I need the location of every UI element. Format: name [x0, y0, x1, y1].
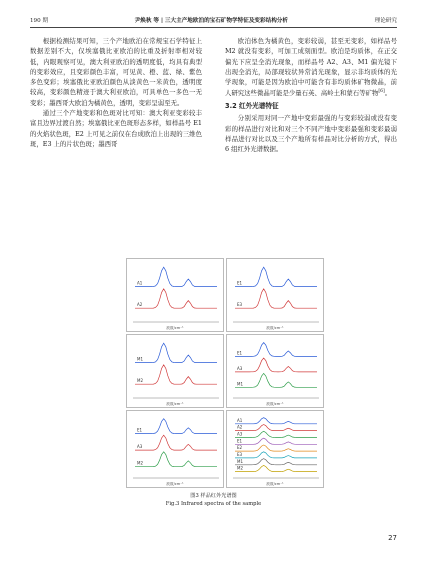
page-number: 27	[388, 534, 397, 542]
spectrum-line	[235, 445, 317, 451]
spectrum-line	[235, 465, 317, 471]
spectrum-line	[235, 459, 317, 465]
spectrum-panel	[126, 410, 224, 488]
spectrum-panel	[226, 334, 324, 408]
series-label: A3	[237, 365, 243, 371]
x-axis-label: 波数/cm⁻¹	[166, 402, 184, 406]
spectrum-line	[135, 267, 217, 286]
spectrum-panel	[126, 334, 224, 408]
right-paragraph-1: 欧泊体色为橘黄色，变彩较弱，甚至无变彩，如样品号 M2 就没有变彩，可加工成刻面型。欧泊是均质体，在正交偏光下应呈全消光现象，而样品号 A2、A3、M1 偏光镜下出现全消光，局部现较状异常消光现象，显示非均质体的光学现象，可能是因为欧泊中可能含有非均质体矿物微晶，前人研究这些微晶可能是少量石英、高岭土和蒙石等矿物[6]。	[225, 37, 397, 98]
spectrum-line	[235, 452, 317, 458]
spectrum-line	[235, 438, 317, 444]
x-axis-label: 波数/cm⁻¹	[266, 326, 284, 330]
left-column	[30, 36, 202, 149]
spectrum-panel	[226, 258, 324, 332]
running-header	[30, 14, 397, 26]
figure-caption-cn: 图3 样品红外光谱图	[190, 493, 237, 499]
series-label: E3	[237, 451, 243, 457]
spectrum-line	[235, 425, 317, 431]
spectrum-line	[235, 418, 317, 424]
right-paragraph-2: 分别采用对同一产地中变彩最强的与变彩较弱或没有变彩的样品进行对比和对三个不同产地中变彩最强和变彩最弱样品进行对比以及三个产地所有样品对比分析的方式，得出 6 组红外光谱数据。	[225, 114, 397, 154]
spectrum-line	[235, 358, 317, 372]
series-label: E1	[237, 438, 243, 444]
spectrum-line	[235, 431, 317, 437]
series-label: A1	[237, 417, 243, 423]
citation: [6]	[378, 89, 385, 95]
x-axis-label: 波数/cm⁻¹	[166, 482, 184, 486]
spectrum-line	[135, 343, 217, 362]
series-label: A2	[237, 424, 243, 430]
spectrum-line	[235, 267, 317, 286]
spectrum-panel	[126, 258, 224, 332]
spectrum-line	[135, 435, 217, 450]
spectrum-line	[235, 343, 317, 357]
series-label: E1	[137, 427, 143, 433]
series-label: E1	[237, 280, 243, 286]
spectrum-line	[135, 365, 217, 384]
x-axis-label: 波数/cm⁻¹	[166, 326, 184, 330]
spectrum-panel	[226, 410, 324, 488]
issue-number: 190 期	[30, 18, 49, 24]
header-rule	[30, 27, 397, 28]
spectrum-line	[235, 373, 317, 387]
series-label: E1	[237, 350, 243, 356]
series-label: M1	[237, 458, 243, 464]
series-label: E2	[237, 445, 243, 451]
series-label: M1	[237, 381, 243, 387]
left-paragraph-1: 根据检测结果可知，三个产地欧泊在常规宝石学特征上数据差别不大，仅埃塞俄比亚欧泊的比重及折射率相对较低，内眼观察可见，澳大利亚欧泊的透明度低，均具有典型的变彩效应，且变彩颜色丰富，可见黄、橙、蓝、绿、紫色多色变彩；埃塞俄比亚欧泊颜色从淡黄色一米黄色，透明度较高，变彩颜色精迹于澳大利亚欧泊，可具单色一多色一无变彩；墨西哥大欧泊为橘黄色，透明，变彩呈弱至无。	[30, 37, 202, 107]
series-label: M2	[137, 378, 143, 384]
series-label: A1	[137, 280, 143, 286]
spectrum-line	[135, 419, 217, 434]
series-label: A3	[237, 431, 243, 437]
series-label: M2	[237, 465, 243, 471]
series-label: M2	[137, 460, 143, 466]
series-label: E3	[237, 302, 243, 308]
right-column	[225, 36, 397, 154]
section-heading: 3.2 红外光谱特征	[225, 101, 279, 110]
spectrum-line	[135, 289, 217, 308]
series-label: A3	[137, 444, 143, 450]
left-paragraph-2: 通过三个产地变彩和色斑对比可知：澳大利亚变彩较丰富且边界过渡自然；埃塞俄比亚色斑形态多样，如样品号 E1 的火焰状色斑，E2 上可见之前仅在台成欧泊上出现的三维色斑，E3 上的片状色斑；墨西哥	[30, 109, 202, 148]
spectrum-line	[135, 452, 217, 467]
figure-caption-en: Fig.3 Infrared spectra of the sample	[165, 501, 262, 507]
x-axis-label: 波数/cm⁻¹	[266, 482, 284, 486]
x-axis-label: 波数/cm⁻¹	[266, 402, 284, 406]
series-label: A2	[137, 302, 143, 308]
running-title: 尹焕秋 等 | 三大主产地欧泊的宝石矿物学特征及变彩结构分析	[134, 18, 288, 24]
series-label: M1	[137, 356, 143, 362]
spectrum-line	[235, 289, 317, 308]
section-name: 理论研究	[374, 18, 397, 24]
